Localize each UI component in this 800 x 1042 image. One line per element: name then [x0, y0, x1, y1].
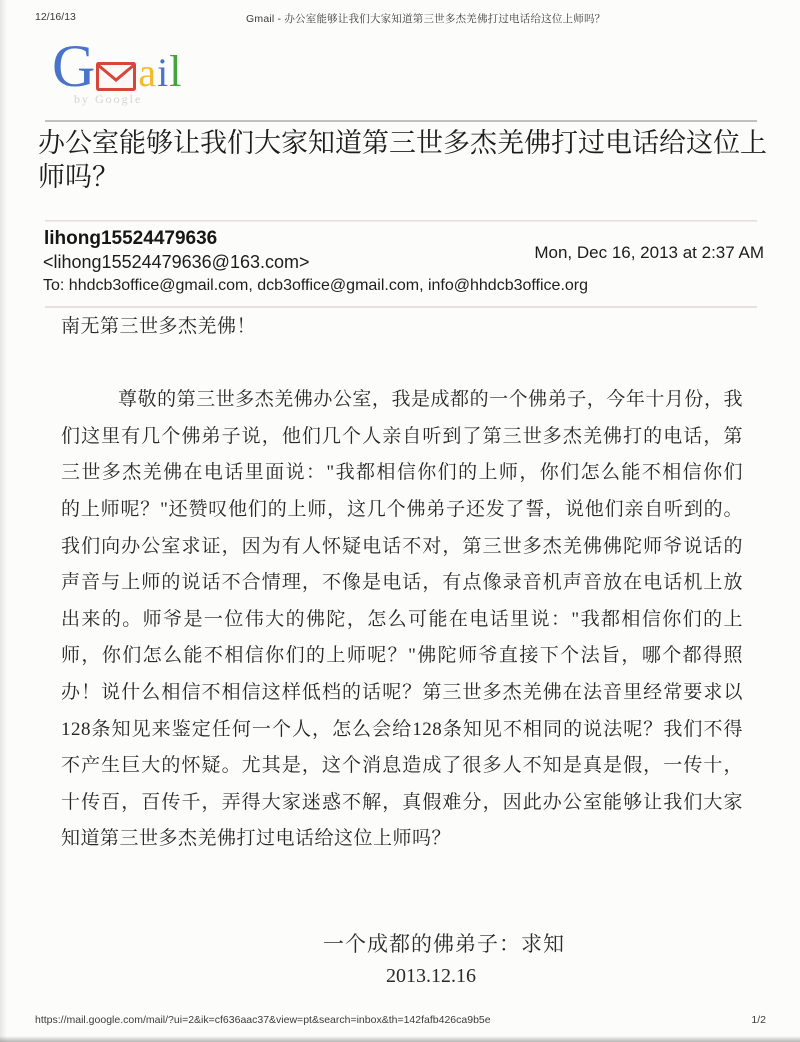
body-line: 十传百，百传千，弄得大家迷惑不解，真假难分，因此办公室能够让我们大家: [61, 791, 743, 813]
print-footer-page-number: 1/2: [751, 1014, 766, 1026]
body-blank-line: [61, 346, 743, 383]
body-line: 我们向办公室求证，因为有人怀疑电话不对，第三世多杰羌佛佛陀师爷说话的: [61, 535, 743, 557]
body-line: 128条知见来鉴定任何一个人，怎么会给128条知见不相同的说法呢？我们不得: [61, 718, 743, 740]
body-line: 办！说什么相信不相信这样低档的话呢？第三世多杰羌佛在法音里经常要求以: [61, 681, 743, 703]
gmail-logo-letter-a: a: [138, 50, 157, 95]
print-footer-url: https://mail.google.com/mail/?ui=2&ik=cf636aac37&view=pt&search=inbox&th=142fafb426ca9b5e: [35, 1014, 491, 1026]
message-date: Mon, Dec 16, 2013 at 2:37 AM: [534, 243, 764, 262]
email-body: [61, 309, 743, 858]
sender-email: <lihong15524479636@163.com>: [43, 252, 310, 272]
signature-date: 2013.12.16: [386, 965, 476, 987]
divider-above-body: [45, 306, 757, 308]
gmail-logo-tagline: by Google: [74, 92, 143, 106]
gmail-logo-letter-i: i: [157, 50, 169, 95]
divider-above-subject: [45, 120, 757, 122]
body-line: 出来的。师爷是一位伟大的佛陀，怎么可能在电话里说："我都相信你们的上: [61, 608, 743, 630]
recipients-line: To: hhdcb3office@gmail.com, dcb3office@gmail.com, info@hhdcb3office.org: [43, 277, 589, 294]
gmail-logo-letter-l: l: [169, 47, 182, 96]
sender-name: lihong15524479636: [44, 228, 218, 249]
email-subject: 办公室能够让我们大家知道第三世多杰羌佛打过电话给这位上师吗？: [38, 128, 767, 192]
body-line: 师，你们怎么能不相信你们的上师呢？"佛陀师爷直接下个法旨，哪个都得照: [61, 645, 743, 667]
body-line: 尊敬的第三世多杰羌佛办公室，我是成都的一个佛弟子，今年十月份，我: [118, 389, 743, 411]
gmail-logo-letter-g: G: [52, 33, 96, 99]
scan-edge-artifact: [0, 0, 7, 1042]
body-line: 知道第三世多杰羌佛打过电话给这位上师吗？: [61, 828, 452, 850]
body-salutation: 南无第三世多杰羌佛！: [61, 316, 257, 337]
page-bottom-edge-artifact: [0, 1036, 800, 1042]
gmail-envelope-icon: [96, 62, 136, 95]
divider-below-subject: [45, 220, 757, 221]
body-line: 们这里有几个佛弟子说，他们几个人亲自听到了第三世多杰羌佛打的电话，第: [61, 425, 743, 447]
body-line: 不产生巨大的怀疑。尤其是，这个消息造成了很多人不知是真是假，一传十，: [61, 755, 743, 777]
body-line: 声音与上师的说话不合情理，不像是电话，有点像录音机声音放在电话机上放: [61, 572, 743, 594]
body-line: 三世多杰羌佛在电话里面说："我都相信你们的上师，你们怎么能不相信你们: [61, 462, 743, 484]
signature-line: 一个成都的佛弟子：求知: [323, 932, 565, 956]
print-header-date: 12/16/13: [35, 11, 76, 23]
body-line: 的上师呢？"还赞叹他们的上师，这几个佛弟子还发了誓，说他们亲自听到的。: [61, 498, 743, 520]
print-header-title: Gmail - 办公室能够让我们大家知道第三世多杰羌佛打过电话给这位上师吗？: [246, 13, 606, 25]
